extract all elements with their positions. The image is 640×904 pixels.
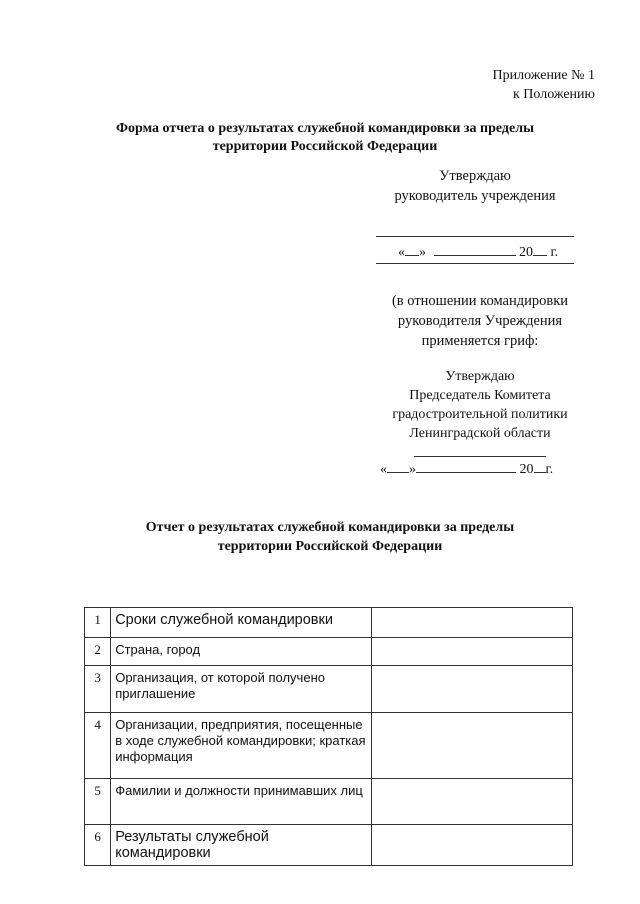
report-title [95,518,565,556]
approval-2-line-4: Ленинградской области [409,426,551,441]
table-row [85,666,573,713]
form-title-line-2: территории Российской Федерации [212,139,438,154]
table-row [85,779,573,825]
note-block [370,291,590,351]
appendix-line-1: Приложение № 1 [492,68,595,83]
row-number: 6 [85,825,111,866]
approval-1-line-2: руководитель учреждения [394,188,556,204]
row-number: 3 [85,666,111,713]
date-line-1 [376,243,576,261]
date-1-year-prefix: 20 [519,245,533,260]
date-1-year-suffix: г. [550,245,559,260]
date-2-month-blank [416,460,516,473]
appendix-line-2: к Положению [512,87,595,102]
date-2-year-blank [534,460,546,473]
row-value-cell[interactable] [372,666,573,713]
approval-1-line-1: Утверждаю [439,168,511,184]
date-line-2 [380,460,580,478]
note-line-2: руководителя Учреждения [397,313,563,329]
approval-2-line-2: Председатель Комитета [409,388,551,403]
approval-block-chairman [370,367,590,443]
row-number: 4 [85,713,111,779]
date-2-day-blank [387,460,409,473]
report-table [84,607,573,866]
report-title-line-2: территории Российской Федерации [217,539,443,554]
date-1-year-blank [533,243,547,256]
row-label: Результаты служебной командировки [111,825,372,866]
table-row [85,713,573,779]
form-title [90,120,560,156]
date-2-open-quote: « [380,462,387,477]
signature-line-1 [376,236,574,237]
row-number: 2 [85,638,111,666]
row-number: 5 [85,779,111,825]
row-label: Страна, город [111,638,372,666]
signature-line-2 [414,456,546,457]
date-2-close-quote: » [409,462,416,477]
row-label: Организация, от которой получено приглашение [111,666,372,713]
note-line-1: (в отношении командировки [391,293,569,309]
row-number: 1 [85,608,111,638]
row-value-cell[interactable] [372,825,573,866]
row-value-cell[interactable] [372,779,573,825]
table-row [85,825,573,866]
appendix-header [493,66,596,104]
date-2-year-prefix: 20 [519,462,534,477]
date-1-close-quote: » [419,245,426,260]
note-line-3: применяется гриф: [421,333,539,349]
approval-block-director [370,166,580,206]
date-1-month-blank [434,243,516,256]
table-row [85,638,573,666]
date-underline-1 [376,263,574,264]
date-1-open-quote: « [398,245,405,260]
approval-2-line-1: Утверждаю [445,369,515,384]
row-value-cell[interactable] [372,608,573,638]
row-label: Организации, предприятия, посещенные в ходе служебной командировки; краткая информация [111,713,372,779]
row-value-cell[interactable] [372,638,573,666]
date-2-year-suffix: г. [545,462,554,477]
report-title-line-1: Отчет о результатах служебной командировки за пределы [145,520,515,535]
row-label: Фамилии и должности принимавших лиц [111,779,372,825]
approval-2-line-3: градостроительной политики [392,407,568,422]
date-1-day-blank [405,243,419,256]
row-value-cell[interactable] [372,713,573,779]
form-title-line-1: Форма отчета о результатах служебной командировки за пределы [115,121,535,136]
table-row [85,608,573,638]
row-label: Сроки служебной командировки [111,608,372,638]
